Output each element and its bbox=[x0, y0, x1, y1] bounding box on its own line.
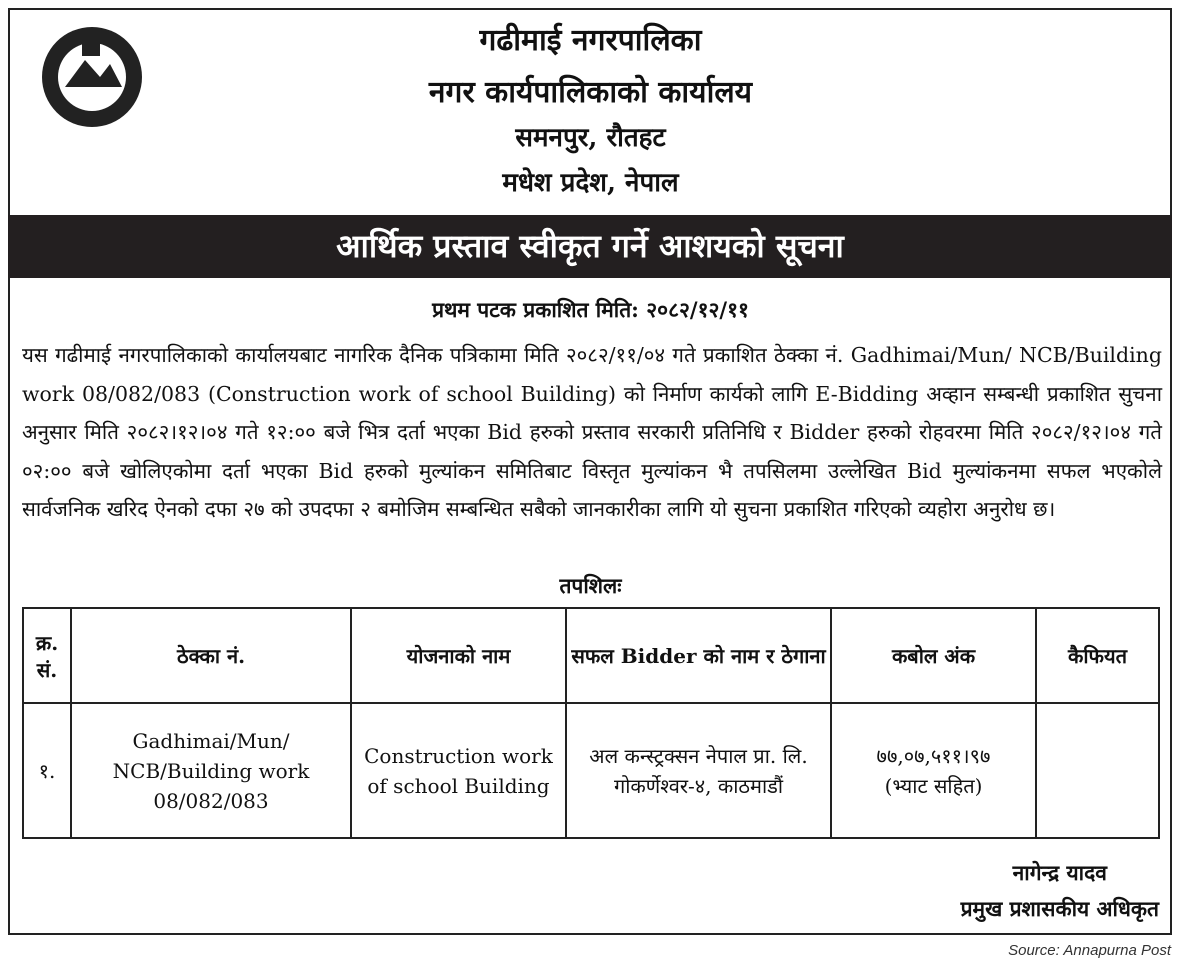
amount-note: (भ्याट सहित) bbox=[884, 773, 983, 798]
cell-contract: Gadhimai/Mun/ NCB/Building work 08/082/083 bbox=[71, 703, 351, 838]
office-province: मधेश प्रदेश, नेपाल bbox=[502, 168, 679, 198]
cell-amount bbox=[831, 703, 1036, 838]
amount-value: ७७,०७,५११।९७ bbox=[876, 743, 991, 768]
cell-project: Construction work of school Building bbox=[351, 703, 566, 838]
bid-table bbox=[22, 607, 1160, 839]
col-amount: कबोल अंक bbox=[831, 608, 1036, 703]
signatory-designation: प्रमुख प्रशासकीय अधिकृत bbox=[960, 896, 1159, 921]
col-sn: क्र. सं. bbox=[23, 608, 71, 703]
office-name: नगर कार्यपालिकाको कार्यालय bbox=[428, 75, 753, 110]
col-project: योजनाको नाम bbox=[351, 608, 566, 703]
col-contract: ठेक्का नं. bbox=[71, 608, 351, 703]
col-bidder: सफल Bidder को नाम र ठेगाना bbox=[566, 608, 831, 703]
table-row bbox=[23, 703, 1159, 838]
cell-bidder: अल कन्स्ट्रक्सन नेपाल प्रा. लि. गोकर्णेश्वर-४, काठमाडौं bbox=[566, 703, 831, 838]
org-name: गढीमाई नगरपालिका bbox=[479, 23, 702, 58]
signatory-name: नागेन्द्र यादव bbox=[1012, 860, 1107, 885]
source-credit: Source: Annapurna Post bbox=[1008, 942, 1171, 959]
cell-sn: १. bbox=[23, 703, 71, 838]
table-header-row bbox=[23, 608, 1159, 703]
details-label: तपशिलः bbox=[559, 573, 622, 598]
notice-body: यस गढीमाई नगरपालिकाको कार्यालयबाट नागरिक दैनिक पत्रिकामा मिति २०८२/११/०४ गते प्रकाशित ठेक्का नं. Gadhimai/Mun/ NCB/Building work 08/082/083 (Construction work of school Building) को निर्माण कार्यको लागि E-Bidding अव्हान सम्बन्धी प्रकाशित सुचना अनुसार मिति २०८२।१२।०४ गते १२:०० बजे भित्र दर्ता भएका Bid हरुको प्रस्ताव सरकारी प्रतिनिधि र Bidder हरुको रोहवरमा मिति २०८२/१२।०४ गते ०२:०० बजे खोलिएकोमा दर्ता भएका Bid हरुको मुल्यांकन समितिबाट विस्तृत मुल्यांकन भै तपसिलमा उल्लेखित Bid मुल्यांकनमा सफल भएकोले सार्वजनिक खरिद ऐनको दफा २७ को उपदफा २ बमोजिम सम्बन्धित सबैको जानकारीका लागि यो सुचना प्रकाशित गरिएको व्यहोरा अनुरोध छ। bbox=[22, 343, 1162, 521]
notice-title: आर्थिक प्रस्ताव स्वीकृत गर्ने आशयको सूचना bbox=[8, 215, 1172, 278]
publish-date: प्रथम पटक प्रकाशित मिति: २०८२/१२/११ bbox=[432, 297, 749, 322]
col-remarks: कैफियत bbox=[1036, 608, 1159, 703]
office-address: समनपुर, रौतहट bbox=[515, 123, 666, 153]
signature-block bbox=[961, 855, 1159, 927]
cell-remarks bbox=[1036, 703, 1159, 838]
